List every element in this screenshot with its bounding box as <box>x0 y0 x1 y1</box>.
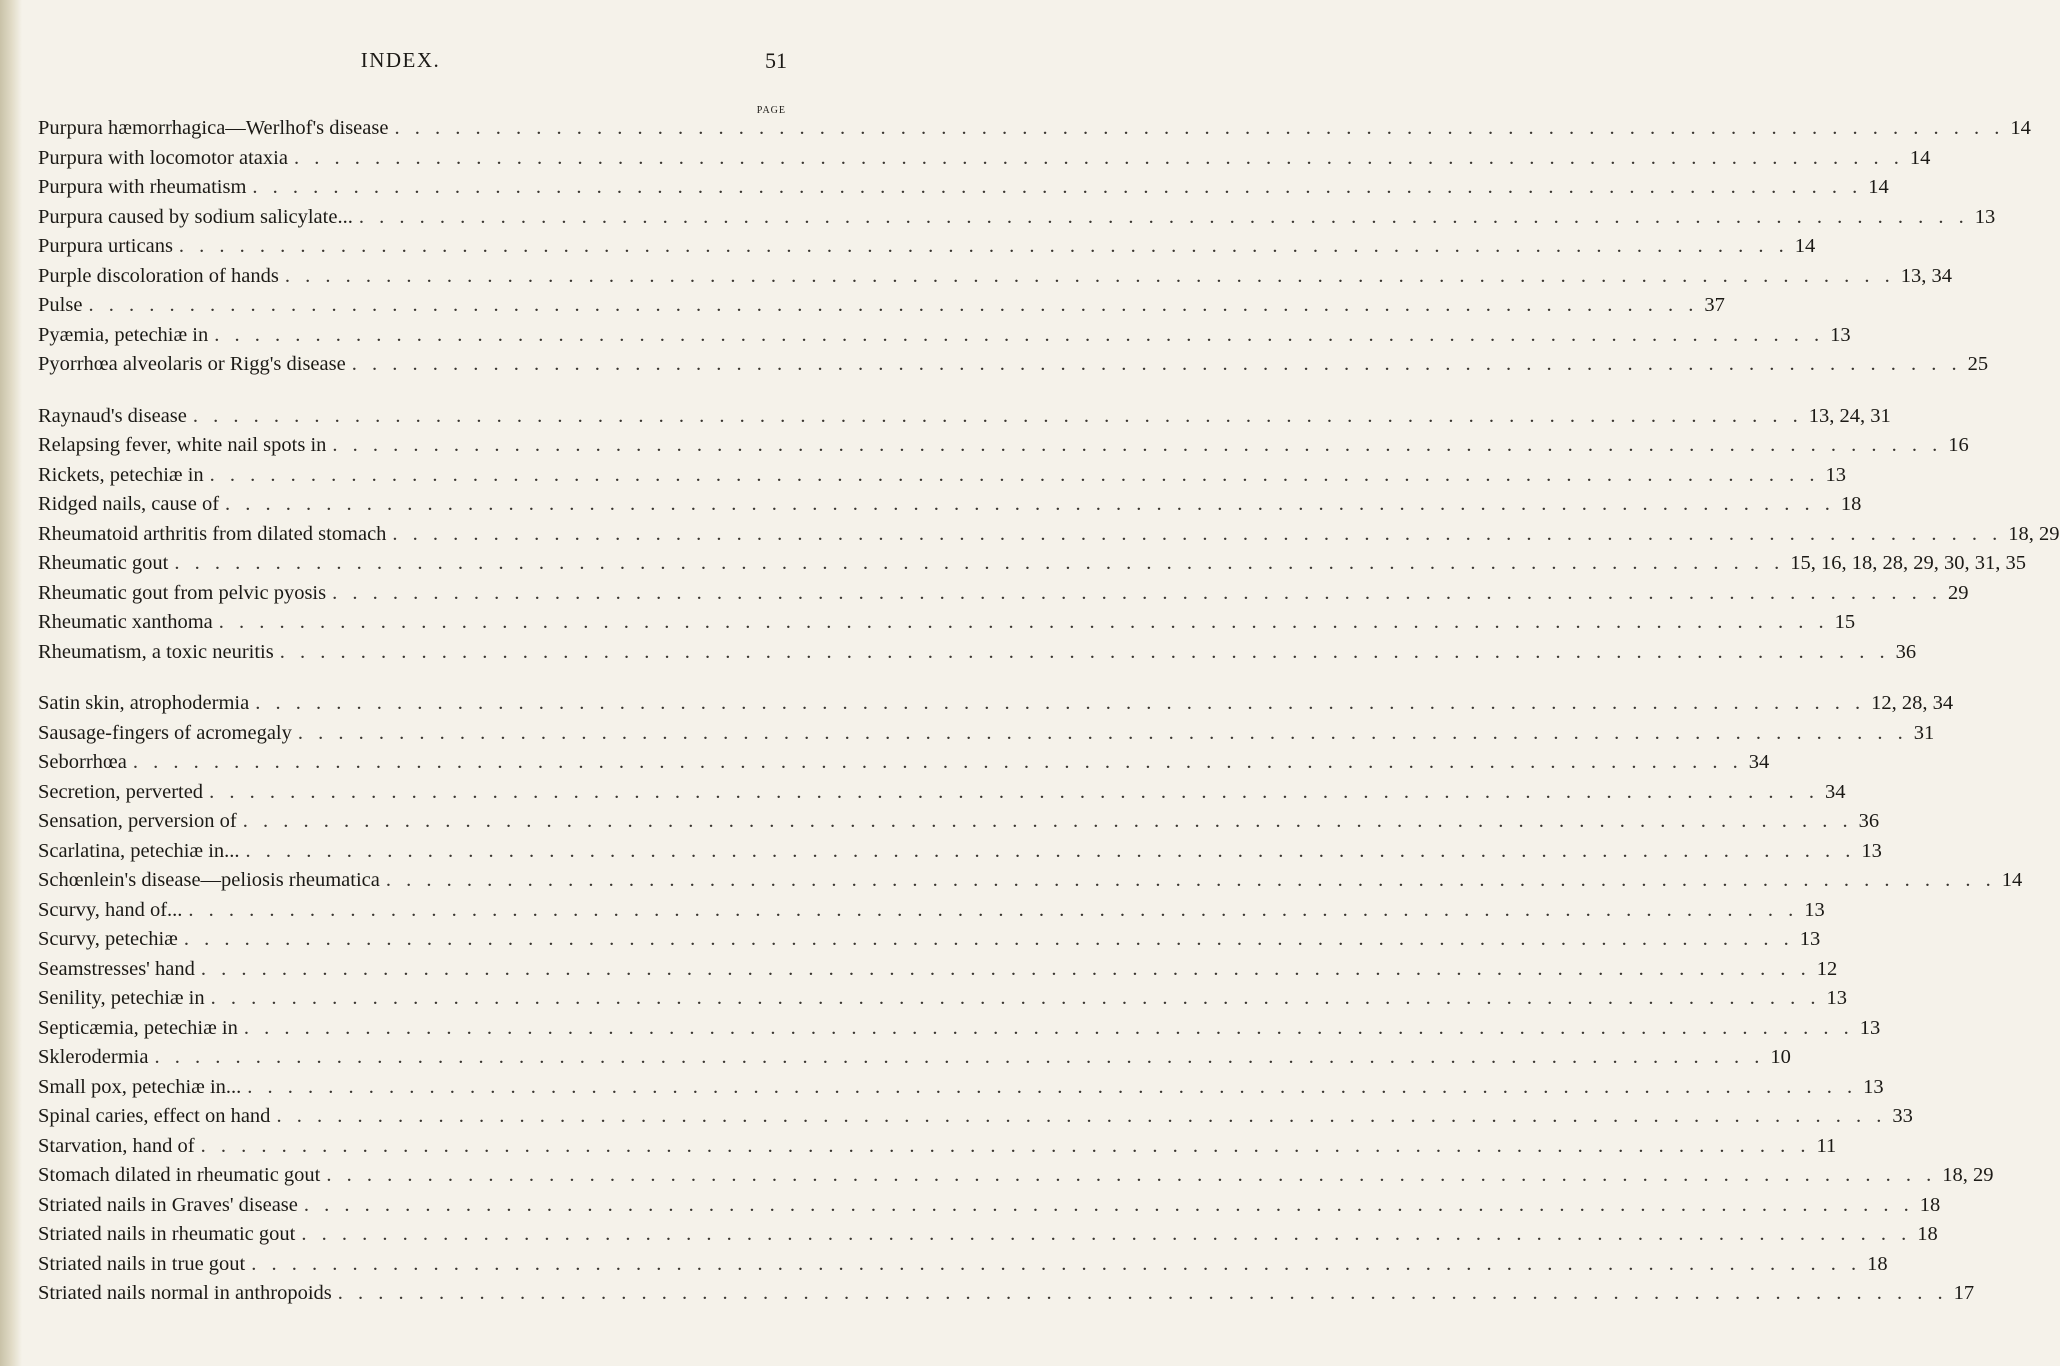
index-entry-pages: 13 <box>1974 205 1996 228</box>
dot-leader: . . . . . . . . . . . . . . . . . . . . . . . . . . . . . . . . . . . . . . . . . . . . . . . . . . . . . . . . . . . . . . . . . . . . . . . . . . . . . . . . <box>188 898 1799 921</box>
index-entry-term: Pulse <box>38 294 83 316</box>
index-entry-term: Sausage-fingers of acromegaly <box>38 721 292 744</box>
dot-leader: . . . . . . . . . . . . . . . . . . . . . . . . . . . . . . . . . . . . . . . . . . . . . . . . . . . . . . . . . . . . . . . . . . . . . . . . . . . . . . . . <box>88 294 1699 316</box>
dot-leader: . . . . . . . . . . . . . . . . . . . . . . . . . . . . . . . . . . . . . . . . . . . . . . . . . . . . . . . . . . . . . . . . . . . . . . . . . . . . . . . . <box>183 928 1794 950</box>
index-entry-term: Striated nails in true gout <box>38 1252 246 1275</box>
index-entry-pages: 13 <box>1799 928 1821 950</box>
index-entry-pages: 10 <box>1770 1046 1791 1068</box>
index-entry <box>38 579 1969 609</box>
index-entry-term: Senility, petechiæ in <box>38 987 205 1009</box>
index-entry-term: Purpura caused by sodium salicylate... <box>38 205 353 228</box>
index-entry <box>38 689 1954 719</box>
index-entry <box>38 1102 1913 1132</box>
page-header <box>0 48 801 78</box>
dot-leader: . . . . . . . . . . . . . . . . . . . . . . . . . . . . . . . . . . . . . . . . . . . . . . . . . . . . . . . . . . . . . . . . . . . . . . . . . . . . . . . . <box>332 581 1942 604</box>
dot-leader: . . . . . . . . . . . . . . . . . . . . . . . . . . . . . . . . . . . . . . . . . . . . . . . . . . . . . . . . . . . . . . . . . . . . . . . . . . . . . . . . <box>284 264 1895 287</box>
index-entry <box>38 1191 1941 1221</box>
page-gutter-shadow <box>0 0 22 1366</box>
index-entry-term: Purpura urticans <box>38 235 173 257</box>
index-entry <box>38 520 2060 550</box>
dot-leader: . . . . . . . . . . . . . . . . . . . . . . . . . . . . . . . . . . . . . . . . . . . . . . . . . . . . . . . . . . . . . . . . . . . . . . . . . . . . . . . . <box>225 493 1835 515</box>
page-column-label: PAGE <box>756 105 786 116</box>
index-entry <box>38 807 1880 837</box>
dot-leader: . . . . . . . . . . . . . . . . . . . . . . . . . . . . . . . . . . . . . . . . . . . . . . . . . . . . . . . . . . . . . . . . . . . . . . . . . . . . . . . . <box>192 404 1803 427</box>
index-entry-term: Spinal caries, effect on hand <box>38 1105 271 1127</box>
dot-leader: . . . . . . . . . . . . . . . . . . . . . . . . . . . . . . . . . . . . . . . . . . . . . . . . . . . . . . . . . . . . . . . . . . . . . . . . . . . . . . . . <box>301 1223 1912 1245</box>
index-entry-pages: 14 <box>1909 146 1931 169</box>
index-entry <box>38 1132 1837 1162</box>
index-entry <box>38 431 1969 461</box>
index-entry-pages: 18, 29 <box>1942 1164 1994 1186</box>
index-entry-term: Rheumatoid arthritis from dilated stomach <box>38 522 387 545</box>
index-entry-pages: 18, 29 <box>2008 522 2060 545</box>
index-entry <box>38 925 1821 955</box>
index-entry-term: Striated nails in Graves' disease <box>38 1193 298 1216</box>
index-entry-term: Seborrhœa <box>38 751 127 773</box>
dot-leader: . . . . . . . . . . . . . . . . . . . . . . . . . . . . . . . . . . . . . . . . . . . . . . . . . . . . . . . . . . . . . . . . . . . . . . . . . . . . . . . . <box>332 434 1943 456</box>
index-entry-term: Striated nails normal in anthropoids <box>38 1282 332 1304</box>
index-entry <box>38 719 1935 749</box>
dot-leader: . . . . . . . . . . . . . . . . . . . . . . . . . . . . . . . . . . . . . . . . . . . . . . . . . . . . . . . . . . . . . . . . . . . . . . . . . . . . . . . . <box>247 1075 1858 1098</box>
dot-leader: . . . . . . . . . . . . . . . . . . . . . . . . . . . . . . . . . . . . . . . . . . . . . . . . . . . . . . . . . . . . . . . . . . . . . . . . . . . . . . . . <box>132 751 1743 773</box>
index-entry-pages: 13 <box>1830 323 1851 346</box>
index-entry-term: Scurvy, hand of... <box>38 898 183 921</box>
index-entry <box>38 955 1838 985</box>
dot-leader: . . . . . . . . . . . . . . . . . . . . . . . . . . . . . . . . . . . . . . . . . . . . . . . . . . . . . . . . . . . . . . . . . . . . . . . . . . . . . . . . <box>178 235 1789 257</box>
index-entry-term: Pyæmia, petechiæ in <box>38 323 209 346</box>
index-entry <box>38 984 1848 1014</box>
index-entry-term: Seamstresses' hand <box>38 957 195 980</box>
index-entry-pages: 25 <box>1967 353 1989 375</box>
index-entry-pages: 36 <box>1858 810 1880 832</box>
index-entry-pages: 14 <box>2001 869 2023 891</box>
index-entry-pages: 31 <box>1913 721 1935 744</box>
index-entry-term: Purpura hæmorrhagica—Werlhof's disease <box>38 117 389 139</box>
dot-leader: . . . . . . . . . . . . . . . . . . . . . . . . . . . . . . . . . . . . . . . . . . . . . . . . . . . . . . . . . . . . . . . . . . . . . . . . . . . . . . . . <box>394 117 2005 139</box>
dot-leader: . . . . . . . . . . . . . . . . . . . . . . . . . . . . . . . . . . . . . . . . . . . . . . . . . . . . . . . . . . . . . . . . . . . . . . . . . . . . . . . . <box>392 522 2003 545</box>
index-entry-pages: 13 <box>1861 839 1882 862</box>
index-group <box>38 114 2031 380</box>
index-entry <box>38 1161 1994 1191</box>
dot-leader: . . . . . . . . . . . . . . . . . . . . . . . . . . . . . . . . . . . . . . . . . . . . . . . . . . . . . . . . . . . . . . . . . . . . . . . . . . . . . . . . <box>279 640 1890 663</box>
index-group <box>38 689 2023 1309</box>
index-entry-term: Schœnlein's disease—peliosis rheumatica <box>38 869 380 891</box>
dot-leader: . . . . . . . . . . . . . . . . . . . . . . . . . . . . . . . . . . . . . . . . . . . . . . . . . . . . . . . . . . . . . . . . . . . . . . . . . . . . . . . . <box>242 810 1853 832</box>
index-entry <box>38 291 1725 321</box>
index-entry <box>38 114 2031 144</box>
index-entry <box>38 490 1862 520</box>
index-entry <box>38 748 1770 778</box>
index-entry-term: Secretion, perverted <box>38 780 204 803</box>
index-entry <box>38 549 2027 579</box>
dot-leader: . . . . . . . . . . . . . . . . . . . . . . . . . . . . . . . . . . . . . . . . . . . . . . . . . . . . . . . . . . . . . . . . . . . . . . . . . . . . . . . . <box>243 1016 1854 1039</box>
dot-leader: . . . . . . . . . . . . . . . . . . . . . . . . . . . . . . . . . . . . . . . . . . . . . . . . . . . . . . . . . . . . . . . . . . . . . . . . . . . . . . . . <box>200 957 1811 980</box>
dot-leader: . . . . . . . . . . . . . . . . . . . . . . . . . . . . . . . . . . . . . . . . . . . . . . . . . . . . . . . . . . . . . . . . . . . . . . . . . . . . . . . . <box>218 611 1829 633</box>
index-entry <box>38 173 1889 203</box>
dot-leader: . . . . . . . . . . . . . . . . . . . . . . . . . . . . . . . . . . . . . . . . . . . . . . . . . . . . . . . . . . . . . . . . . . . . . . . . . . . . . . . . <box>174 552 1785 574</box>
index-entry <box>38 262 1952 292</box>
index-entry-pages: 13 <box>1826 987 1848 1009</box>
dot-leader: . . . . . . . . . . . . . . . . . . . . . . . . . . . . . . . . . . . . . . . . . . . . . . . . . . . . . . . . . . . . . . . . . . . . . . . . . . . . . . . . <box>209 463 1820 486</box>
index-entry-pages: 16 <box>1948 434 1969 456</box>
index-entry <box>38 778 1846 808</box>
index-entry-term: Relapsing fever, white nail spots in <box>38 434 327 456</box>
index-entry-term: Rheumatic gout <box>38 552 169 574</box>
dot-leader: . . . . . . . . . . . . . . . . . . . . . . . . . . . . . . . . . . . . . . . . . . . . . . . . . . . . . . . . . . . . . . . . . . . . . . . . . . . . . . . . <box>154 1046 1765 1068</box>
dot-leader: . . . . . . . . . . . . . . . . . . . . . . . . . . . . . . . . . . . . . . . . . . . . . . . . . . . . . . . . . . . . . . . . . . . . . . . . . . . . . . . . <box>337 1282 1948 1304</box>
dot-leader: . . . . . . . . . . . . . . . . . . . . . . . . . . . . . . . . . . . . . . . . . . . . . . . . . . . . . . . . . . . . . . . . . . . . . . . . . . . . . . . . <box>245 839 1856 862</box>
index-entry <box>38 144 1931 174</box>
index-entry-term: Raynaud's disease <box>38 404 187 427</box>
index-entry <box>38 1250 1888 1280</box>
index-entry-term: Small pox, petechiæ in... <box>38 1075 242 1098</box>
index-entry-term: Striated nails in rheumatic gout <box>38 1223 296 1245</box>
index-entry-term: Ridged nails, cause of <box>38 493 220 515</box>
dot-leader: . . . . . . . . . . . . . . . . . . . . . . . . . . . . . . . . . . . . . . . . . . . . . . . . . . . . . . . . . . . . . . . . . . . . . . . . . . . . . . . . <box>297 721 1908 744</box>
index-entry-term: Purple discoloration of hands <box>38 264 279 287</box>
index-entry <box>38 350 1989 380</box>
index-entry-term: Scarlatina, petechiæ in... <box>38 839 240 862</box>
index-entry-pages: 13 <box>1804 898 1825 921</box>
index-entry-term: Pyorrhœa alveolaris or Rigg's disease <box>38 353 346 375</box>
index-entry-term: Scurvy, petechiæ <box>38 928 178 950</box>
dot-leader: . . . . . . . . . . . . . . . . . . . . . . . . . . . . . . . . . . . . . . . . . . . . . . . . . . . . . . . . . . . . . . . . . . . . . . . . . . . . . . . . <box>200 1134 1811 1157</box>
index-entry <box>38 837 1882 867</box>
index-entry-pages: 37 <box>1704 294 1725 316</box>
dot-leader: . . . . . . . . . . . . . . . . . . . . . . . . . . . . . . . . . . . . . . . . . . . . . . . . . . . . . . . . . . . . . . . . . . . . . . . . . . . . . . . . <box>385 869 1996 891</box>
index-entry-term: Starvation, hand of <box>38 1134 195 1157</box>
index-entry-pages: 12 <box>1816 957 1838 980</box>
index-entry <box>38 1014 1881 1044</box>
index-entry-pages: 13, 24, 31 <box>1808 404 1891 427</box>
dot-leader: . . . . . . . . . . . . . . . . . . . . . . . . . . . . . . . . . . . . . . . . . . . . . . . . . . . . . . . . . . . . . . . . . . . . . . . . . . . . . . . . <box>293 146 1904 169</box>
index-entry-pages: 18 <box>1840 493 1862 515</box>
dot-leader: . . . . . . . . . . . . . . . . . . . . . . . . . . . . . . . . . . . . . . . . . . . . . . . . . . . . . . . . . . . . . . . . . . . . . . . . . . . . . . . . <box>255 692 1866 714</box>
page-number: 51 <box>765 48 787 73</box>
index-entry-term: Septicæmia, petechiæ in <box>38 1016 238 1039</box>
index-entry-pages: 29 <box>1947 581 1969 604</box>
index-entry <box>38 866 2023 896</box>
dot-leader: . . . . . . . . . . . . . . . . . . . . . . . . . . . . . . . . . . . . . . . . . . . . . . . . . . . . . . . . . . . . . . . . . . . . . . . . . . . . . . . . <box>303 1193 1914 1216</box>
dot-leader: . . . . . . . . . . . . . . . . . . . . . . . . . . . . . . . . . . . . . . . . . . . . . . . . . . . . . . . . . . . . . . . . . . . . . . . . . . . . . . . . <box>210 987 1821 1009</box>
index-entry-term: Rickets, petechiæ in <box>38 463 204 486</box>
index-entry-pages: 15 <box>1834 611 1856 633</box>
index-entry-pages: 34 <box>1824 780 1846 803</box>
index-entry-pages: 18 <box>1919 1193 1941 1216</box>
index-entry-pages: 13 <box>1825 463 1847 486</box>
index-entry-pages: 36 <box>1895 640 1917 663</box>
index-entry <box>38 461 1847 491</box>
index-entry <box>38 608 1856 638</box>
dot-leader: . . . . . . . . . . . . . . . . . . . . . . . . . . . . . . . . . . . . . . . . . . . . . . . . . . . . . . . . . . . . . . . . . . . . . . . . . . . . . . . . <box>214 323 1825 346</box>
index-list <box>38 114 2060 1331</box>
index-entry-pages: 13 <box>1859 1016 1881 1039</box>
index-entry-pages: 18 <box>1867 1252 1888 1275</box>
index-entry-pages: 14 <box>1794 235 1816 257</box>
index-entry-term: Purpura with locomotor ataxia <box>38 146 288 169</box>
dot-leader: . . . . . . . . . . . . . . . . . . . . . . . . . . . . . . . . . . . . . . . . . . . . . . . . . . . . . . . . . . . . . . . . . . . . . . . . . . . . . . . . <box>351 353 1962 375</box>
index-entry <box>38 321 1851 351</box>
index-entry-pages: 14 <box>2010 117 2031 139</box>
index-entry-pages: 17 <box>1953 1282 1975 1304</box>
index-entry <box>38 402 1891 432</box>
index-entry-pages: 33 <box>1892 1105 1913 1127</box>
index-entry <box>38 203 1996 233</box>
index-entry-term: Sensation, perversion of <box>38 810 237 832</box>
running-title: INDEX. <box>360 48 441 72</box>
index-entry <box>38 638 1917 668</box>
dot-leader: . . . . . . . . . . . . . . . . . . . . . . . . . . . . . . . . . . . . . . . . . . . . . . . . . . . . . . . . . . . . . . . . . . . . . . . . . . . . . . . . <box>252 176 1863 198</box>
dot-leader: . . . . . . . . . . . . . . . . . . . . . . . . . . . . . . . . . . . . . . . . . . . . . . . . . . . . . . . . . . . . . . . . . . . . . . . . . . . . . . . . <box>326 1164 1937 1186</box>
index-group <box>38 402 2060 668</box>
dot-leader: . . . . . . . . . . . . . . . . . . . . . . . . . . . . . . . . . . . . . . . . . . . . . . . . . . . . . . . . . . . . . . . . . . . . . . . . . . . . . . . . <box>276 1105 1887 1127</box>
index-entry-pages: 13, 34 <box>1900 264 1952 287</box>
index-entry-term: Purpura with rheumatism <box>38 176 247 198</box>
index-entry-pages: 12, 28, 34 <box>1871 692 1954 714</box>
index-entry-term: Sklerodermia <box>38 1046 149 1068</box>
index-entry-term: Satin skin, atrophodermia <box>38 692 250 714</box>
index-entry <box>38 232 1816 262</box>
index-entry-pages: 13 <box>1863 1075 1884 1098</box>
index-entry-pages: 11 <box>1816 1134 1837 1157</box>
dot-leader: . . . . . . . . . . . . . . . . . . . . . . . . . . . . . . . . . . . . . . . . . . . . . . . . . . . . . . . . . . . . . . . . . . . . . . . . . . . . . . . . <box>209 780 1819 803</box>
dot-leader: . . . . . . . . . . . . . . . . . . . . . . . . . . . . . . . . . . . . . . . . . . . . . . . . . . . . . . . . . . . . . . . . . . . . . . . . . . . . . . . . <box>358 205 1969 228</box>
index-entry-term: Rheumatic xanthoma <box>38 611 213 633</box>
index-entry-pages: 18 <box>1917 1223 1938 1245</box>
index-entry-term: Rheumatic gout from pelvic pyosis <box>38 581 327 604</box>
index-entry-pages: 15, 16, 18, 28, 29, 30, 31, 35 <box>1790 552 2027 574</box>
index-entry <box>38 1220 1938 1250</box>
index-entry-pages: 34 <box>1748 751 1770 773</box>
index-entry <box>38 1279 1975 1309</box>
index-entry-term: Rheumatism, a toxic neuritis <box>38 640 274 663</box>
dot-leader: . . . . . . . . . . . . . . . . . . . . . . . . . . . . . . . . . . . . . . . . . . . . . . . . . . . . . . . . . . . . . . . . . . . . . . . . . . . . . . . . <box>251 1252 1862 1275</box>
index-entry-pages: 14 <box>1868 176 1889 198</box>
index-entry <box>38 896 1825 926</box>
index-entry <box>38 1043 1791 1073</box>
index-entry-term: Stomach dilated in rheumatic gout <box>38 1164 321 1186</box>
index-entry <box>38 1073 1884 1103</box>
